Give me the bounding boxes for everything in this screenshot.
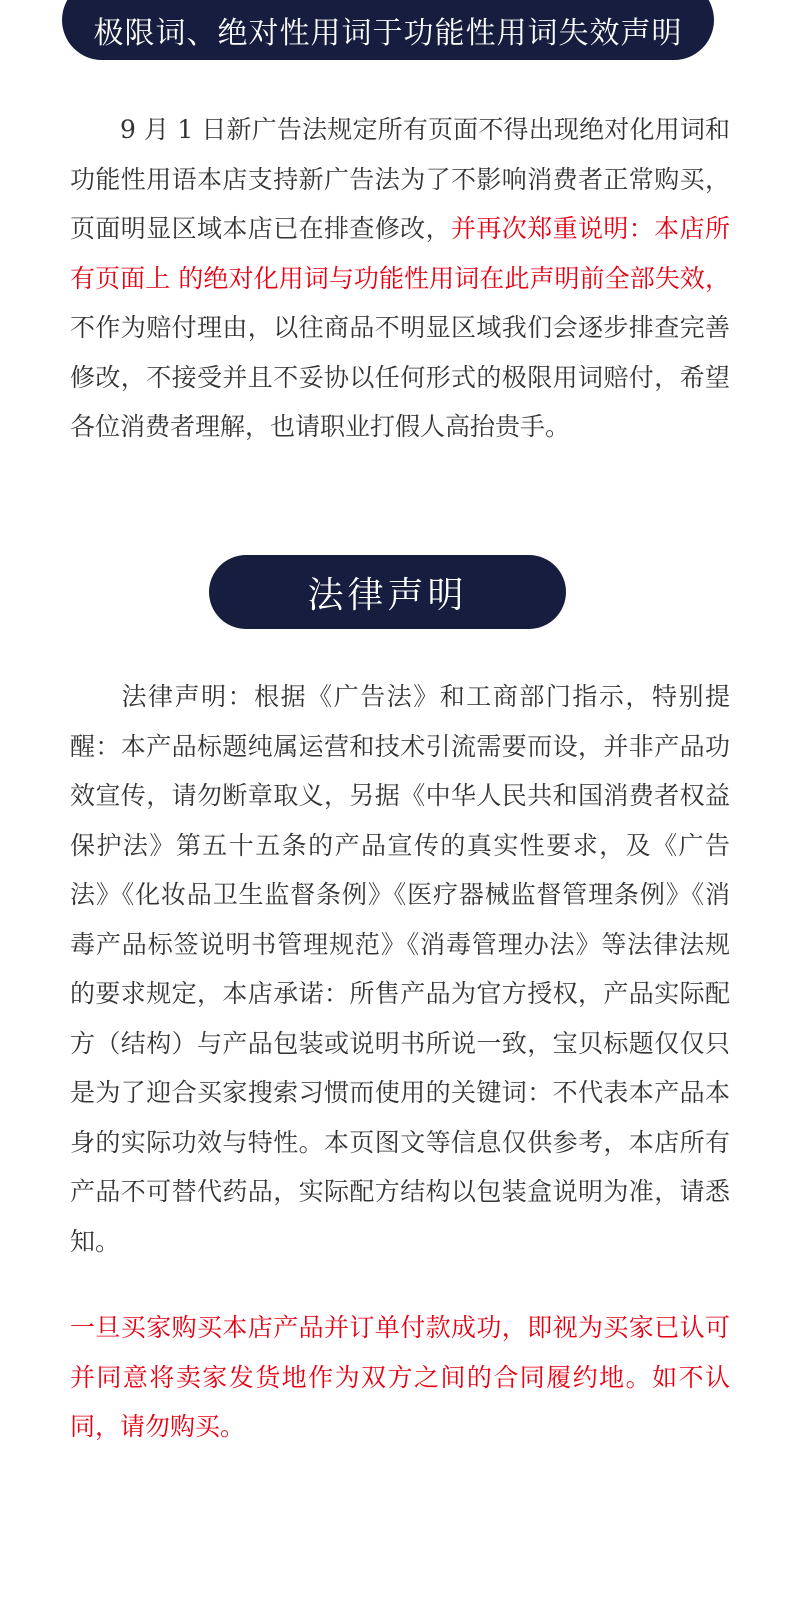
legal-statement-paragraph (70, 672, 730, 1266)
legal-statement-text: 法律声明：根据《广告法》和工商部门指示，特别提醒：本产品标题纯属运营和技术引流需要而设，并非产品功效宣传，请勿断章取义，另据《中华人民共和国消费者权益保护法》第五十五条的产品宣传的真实性要求，及《广告法》《化妆品卫生监督条例》《医疗器械监督管理条例》《消毒产品标签说明书管理规范》《消毒管理办法》等法律法规的要求规定，本店承诺：所售产品为官方授权，产品实际配方（结构）与产品包装或说明书所说一致，宝贝标题仅仅只是为了迎合买家搜索习惯而使用的关键词：不代表本产品本身的实际功效与特性。本页图文等信息仅供参考，本店所有产品不可替代药品，实际配方结构以包装盒说明为准，请悉知。 (70, 682, 730, 1256)
purchase-notice-text: 一旦买家购买本店产品并订单付款成功，即视为买家已认可并同意将卖家发货地作为双方之间的合同履约地。如不认同，请勿购买。 (70, 1313, 730, 1441)
disclaimer-text-outro: 不作为赔付理由，以往商品不明显区域我们会逐步排查完善修改，不接受并且不妥协以任何形式的极限用词赔付，希望各位消费者理解，也请职业打假人高抬贵手。 (70, 313, 730, 441)
disclaimer-text-intro: 9 月 1 日新广告法规定所有页面不得出现绝对化用词和功能性用语本店支持新广告法为了不影响消费者正常购买，页面明显区域本店已在排查修改， (70, 115, 730, 243)
disclaimer-text-highlight: 并再次郑重说明：本店所有页面上 的绝对化用词与功能性用词在此声明前全部失效， (70, 214, 730, 293)
purchase-notice-paragraph (70, 1303, 730, 1452)
disclaimer-title-banner (62, 0, 714, 60)
legal-title: 法律声明 (307, 574, 468, 616)
legal-title-banner (209, 555, 566, 629)
disclaimer-title: 极限词、绝对性用词于功能性用词失效声明 (93, 16, 683, 51)
disclaimer-paragraph (70, 105, 730, 452)
